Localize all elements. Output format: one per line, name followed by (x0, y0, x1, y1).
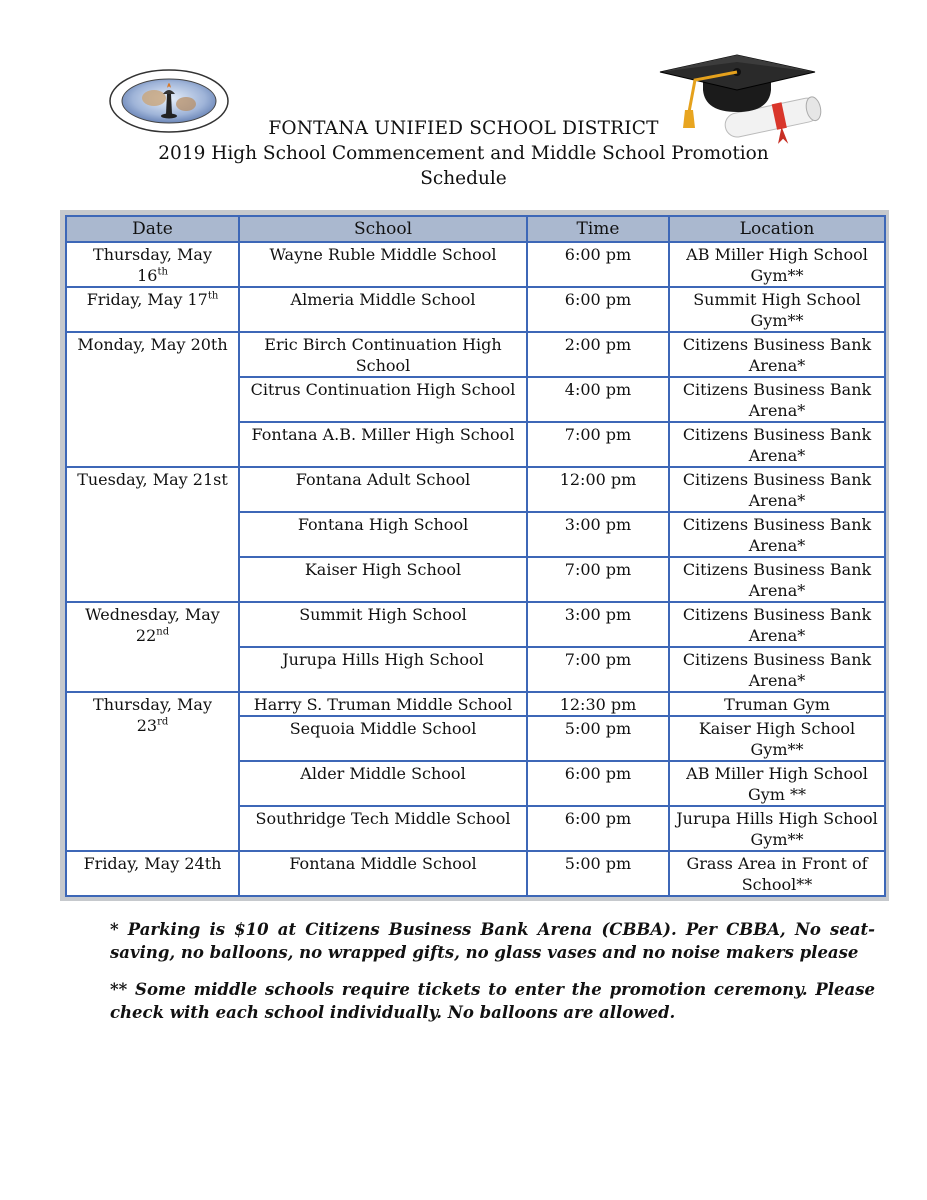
location-cell: Citizens Business Bank Arena* (669, 377, 885, 422)
date-text: Thursday, May (93, 245, 212, 264)
date-suffix: rd (157, 716, 169, 728)
footnotes (110, 918, 875, 1038)
schedule-table (65, 215, 886, 897)
school-cell: Fontana Middle School (239, 851, 527, 896)
school-cell: Jurupa Hills High School (239, 647, 527, 692)
location-cell: Citizens Business Bank Arena* (669, 467, 885, 512)
district-name: FONTANA UNIFIED SCHOOL DISTRICT (268, 118, 659, 139)
table-row (66, 332, 885, 377)
location-cell: Jurupa Hills High School Gym** (669, 806, 885, 851)
time-cell: 7:00 pm (527, 422, 669, 467)
date-suffix: nd (156, 626, 170, 638)
date-cell (66, 287, 239, 332)
time-cell: 5:00 pm (527, 716, 669, 761)
date-day: 23 (136, 716, 158, 735)
time-cell: 3:00 pm (527, 602, 669, 647)
column-header-date: Date (66, 216, 239, 242)
time-cell: 6:00 pm (527, 287, 669, 332)
school-cell: Fontana A.B. Miller High School (239, 422, 527, 467)
date-cell: Tuesday, May 21st (66, 467, 239, 602)
date-cell (66, 602, 239, 692)
date-suffix: th (207, 290, 219, 302)
table-header-row (66, 216, 885, 242)
location-cell: Citizens Business Bank Arena* (669, 332, 885, 377)
school-cell: Kaiser High School (239, 557, 527, 602)
school-cell: Almeria Middle School (239, 287, 527, 332)
school-cell: Wayne Ruble Middle School (239, 242, 527, 287)
column-header-school: School (239, 216, 527, 242)
table-row (66, 287, 885, 332)
date-cell: Monday, May 20th (66, 332, 239, 467)
time-cell: 3:00 pm (527, 512, 669, 557)
location-cell: Citizens Business Bank Arena* (669, 422, 885, 467)
date-cell (66, 692, 239, 851)
school-cell: Southridge Tech Middle School (239, 806, 527, 851)
time-cell: 12:30 pm (527, 692, 669, 716)
table-row (66, 242, 885, 287)
location-cell: Citizens Business Bank Arena* (669, 512, 885, 557)
date-cell (66, 242, 239, 287)
school-cell: Citrus Continuation High School (239, 377, 527, 422)
parking-note: * Parking is $10 at Citizens Business Bank Arena (CBBA). Per CBBA, No seat-saving, no balloons, no wrapped gifts, no glass vases and no noise makers please (110, 920, 875, 962)
time-cell: 12:00 pm (527, 467, 669, 512)
location-cell: Citizens Business Bank Arena* (669, 557, 885, 602)
date-cell: Friday, May 24th (66, 851, 239, 896)
document-title-continued: Schedule (420, 168, 507, 189)
time-cell: 4:00 pm (527, 377, 669, 422)
school-cell: Alder Middle School (239, 761, 527, 806)
date-text: Friday, May 17 (86, 290, 208, 309)
location-cell: AB Miller High School Gym** (669, 242, 885, 287)
time-cell: 2:00 pm (527, 332, 669, 377)
school-cell: Fontana High School (239, 512, 527, 557)
location-cell: AB Miller High School Gym ** (669, 761, 885, 806)
column-header-location: Location (669, 216, 885, 242)
date-suffix: th (157, 266, 168, 278)
date-day: 22 (135, 626, 157, 645)
school-cell: Sequoia Middle School (239, 716, 527, 761)
time-cell: 6:00 pm (527, 242, 669, 287)
school-cell: Fontana Adult School (239, 467, 527, 512)
location-cell: Truman Gym (669, 692, 885, 716)
table-row (66, 602, 885, 647)
school-cell: Summit High School (239, 602, 527, 647)
schedule-table-frame (60, 210, 889, 901)
time-cell: 5:00 pm (527, 851, 669, 896)
date-text: Wednesday, May (85, 605, 220, 624)
school-cell: Harry S. Truman Middle School (239, 692, 527, 716)
date-text: Thursday, May (93, 695, 212, 714)
location-cell: Grass Area in Front of School** (669, 851, 885, 896)
time-cell: 7:00 pm (527, 647, 669, 692)
location-cell: Kaiser High School Gym** (669, 716, 885, 761)
time-cell: 6:00 pm (527, 806, 669, 851)
school-cell: Eric Birch Continuation High School (239, 332, 527, 377)
document-title: 2019 High School Commencement and Middle School Promotion (158, 143, 769, 164)
tickets-note: ** Some middle schools require tickets to enter the promotion ceremony. Please check with each school individually. No balloons are allowed. (110, 980, 875, 1022)
table-row (66, 692, 885, 716)
date-day: 16 (137, 266, 158, 285)
time-cell: 7:00 pm (527, 557, 669, 602)
table-row (66, 467, 885, 512)
column-header-time: Time (527, 216, 669, 242)
location-cell: Citizens Business Bank Arena* (669, 602, 885, 647)
location-cell: Citizens Business Bank Arena* (669, 647, 885, 692)
location-cell: Summit High School Gym** (669, 287, 885, 332)
table-row (66, 851, 885, 896)
time-cell: 6:00 pm (527, 761, 669, 806)
document-header (0, 116, 927, 191)
